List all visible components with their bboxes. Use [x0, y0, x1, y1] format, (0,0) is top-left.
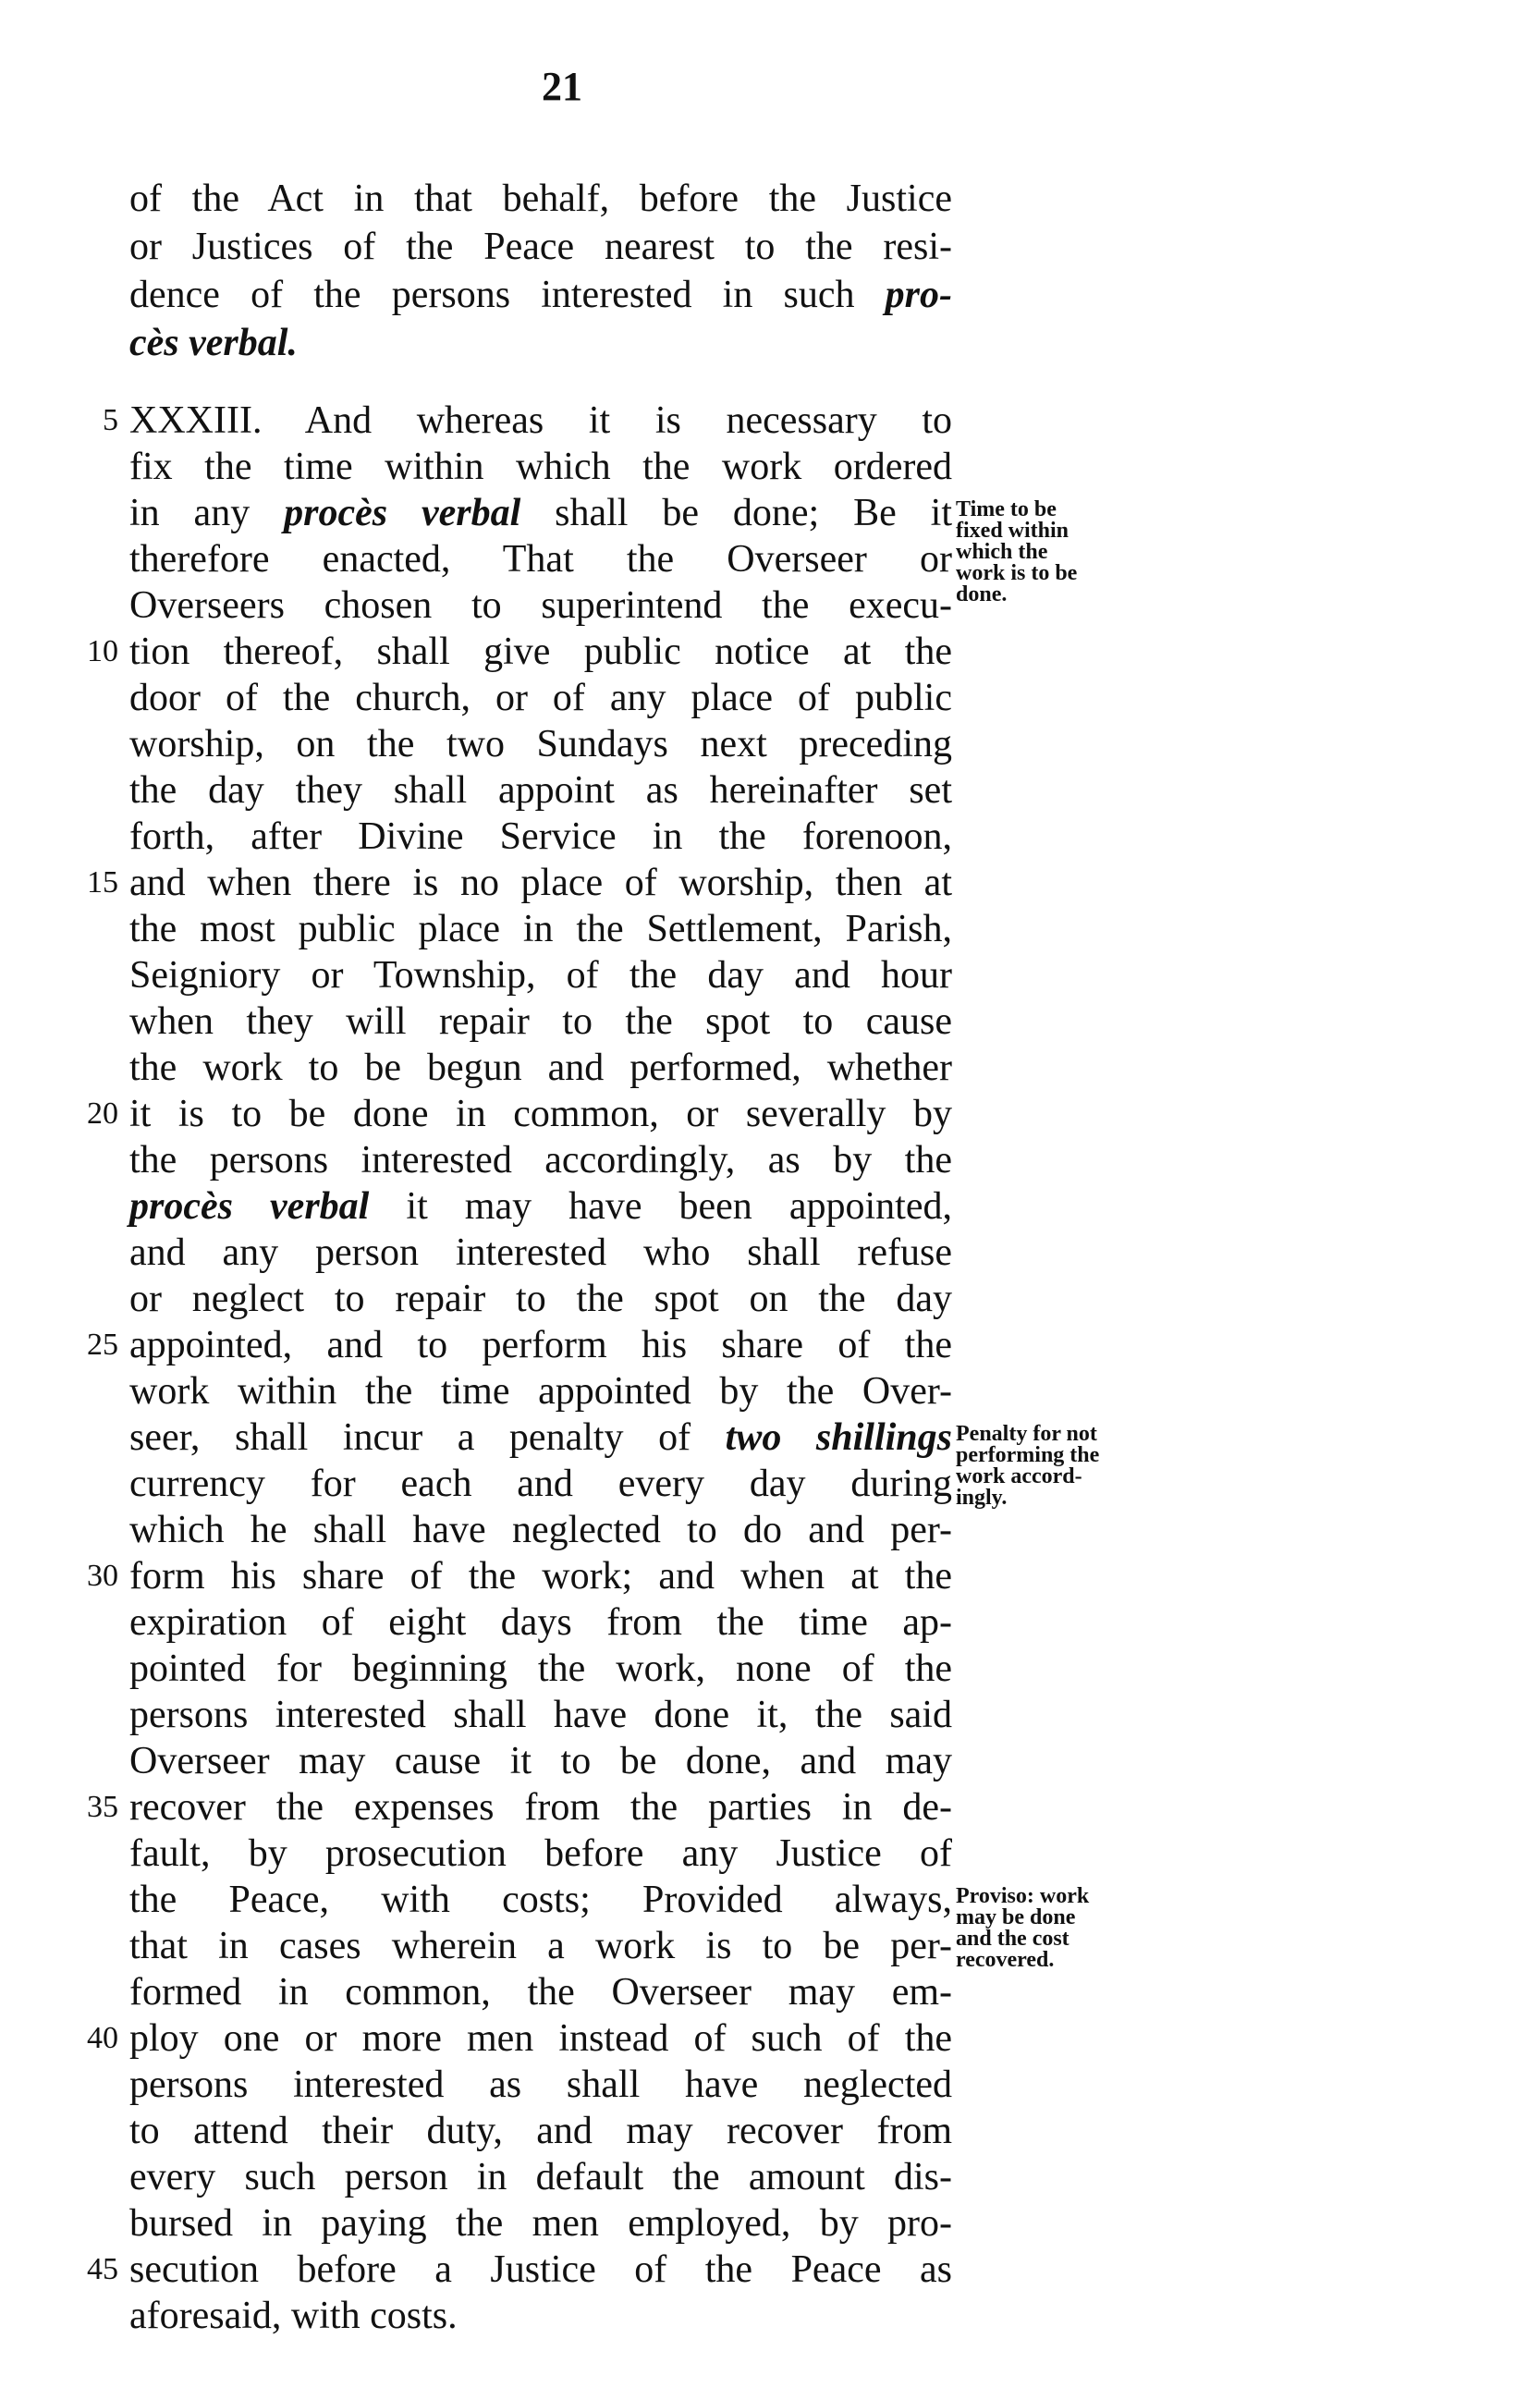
text-line: that in cases wherein a work is to be per- [129, 1925, 952, 1967]
text-line: persons interested shall have done it, the said [129, 1694, 952, 1736]
margin-note-line: work is to be [956, 561, 1078, 585]
text-line: it is to be done in common, or severally by [129, 1093, 952, 1135]
text-line: door of the church, or of any place of public [129, 677, 952, 719]
margin-note-line: ingly. [956, 1486, 1008, 1510]
text-line [129, 318, 952, 368]
italic-term: two shillings [725, 1416, 952, 1459]
text-line: fault, by prosecution before any Justice of [129, 1832, 952, 1875]
line-number: 10 [87, 634, 118, 668]
text-line: currency for each and every day during [129, 1463, 952, 1505]
text-line: therefore enacted, That the Overseer or [129, 538, 952, 581]
text-line: the work to be begun and performed, whether [129, 1047, 952, 1089]
margin-note-line: done. [956, 582, 1008, 606]
text-line: or neglect to repair to the spot on the day [129, 1278, 952, 1320]
text-line: bursed in paying the men employed, by pro- [129, 2202, 952, 2245]
text-line: secution before a Justice of the Peace as [129, 2248, 952, 2291]
text-line: when they will repair to the spot to cause [129, 1000, 952, 1043]
margin-note-line: which the [956, 540, 1048, 564]
margin-note-time-fixed [956, 499, 1168, 606]
text-line: aforesaid, with costs. [129, 2295, 458, 2337]
line-number: 35 [87, 1790, 118, 1824]
text-line: pointed for beginning the work, none of the [129, 1647, 952, 1690]
margin-note-line: may be done [956, 1905, 1076, 1929]
text-line: tion thereof, shall give public notice at the [129, 631, 952, 673]
text-line: fix the time within which the work ordered [129, 446, 952, 488]
margin-note-line: performing the [956, 1443, 1100, 1467]
text-line: Overseer may cause it to be done, and may [129, 1740, 952, 1782]
section-heading-line: XXXIII. And whereas it is necessary to [129, 399, 952, 442]
margin-note-line: Proviso: work [956, 1884, 1090, 1908]
text-line: dence of the persons interested in such pro- [129, 274, 952, 316]
italic-term: procès verbal [284, 492, 521, 534]
margin-note-line: work accord- [956, 1464, 1082, 1488]
italic-term: pro- [885, 274, 952, 316]
text-line: to attend their duty, and may recover from [129, 2110, 952, 2152]
text-line: expiration of eight days from the time ap- [129, 1601, 952, 1644]
text-line: recover the expenses from the parties in de- [129, 1786, 952, 1829]
italic-term: procès verbal [129, 1185, 370, 1228]
text-line: work within the time appointed by the Over- [129, 1370, 952, 1413]
text-line: form his share of the work; and when at the [129, 1555, 952, 1598]
text-line: the most public place in the Settlement, Parish, [129, 908, 952, 950]
text-line: or Justices of the Peace nearest to the resi- [129, 226, 952, 268]
italic-term: cès verbal. [129, 322, 298, 364]
margin-note-line: Time to be [956, 497, 1057, 521]
line-number: 45 [87, 2252, 118, 2286]
line-number: 20 [87, 1096, 118, 1131]
margin-note-proviso [956, 1886, 1168, 1971]
text-line: and any person interested who shall refuse [129, 1231, 952, 1274]
text-line: forth, after Divine Service in the forenoon, [129, 815, 952, 858]
line-number: 30 [87, 1559, 118, 1593]
text-line: which he shall have neglected to do and per- [129, 1509, 952, 1551]
line-number: 5 [103, 403, 118, 437]
text-line: formed in common, the Overseer may em- [129, 1971, 952, 2014]
text-line: Overseers chosen to superintend the execu- [129, 584, 952, 627]
text-line: Seigniory or Township, of the day and hour [129, 954, 952, 997]
text-line: appointed, and to perform his share of the [129, 1324, 952, 1366]
line-number: 40 [87, 2021, 118, 2055]
margin-note-line: fixed within [956, 519, 1069, 543]
text-line: the Peace, with costs; Provided always, [129, 1879, 952, 1921]
margin-note-line: recovered. [956, 1948, 1055, 1972]
line-number: 25 [87, 1328, 118, 1362]
text-line: the persons interested accordingly, as by the [129, 1139, 952, 1182]
text-line: seer, shall incur a penalty of two shillings [129, 1416, 952, 1459]
margin-note-line: and the cost [956, 1927, 1069, 1951]
text-line: and when there is no place of worship, then at [129, 862, 952, 904]
text-line: procès verbal it may have been appointed, [129, 1185, 952, 1228]
margin-note-penalty [956, 1424, 1168, 1509]
text-line: the day they shall appoint as hereinafter set [129, 769, 952, 812]
text-line: in any procès verbal shall be done; Be it [129, 492, 952, 534]
text-line: ploy one or more men instead of such of the [129, 2017, 952, 2060]
text-line: persons interested as shall have neglected [129, 2063, 952, 2106]
text-line: of the Act in that behalf, before the Justice [129, 178, 952, 220]
text-line: worship, on the two Sundays next preceding [129, 723, 952, 765]
page-number: 21 [542, 64, 582, 109]
line-number: 15 [87, 865, 118, 900]
margin-note-line: Penalty for not [956, 1422, 1097, 1446]
text-line: every such person in default the amount dis- [129, 2156, 952, 2198]
